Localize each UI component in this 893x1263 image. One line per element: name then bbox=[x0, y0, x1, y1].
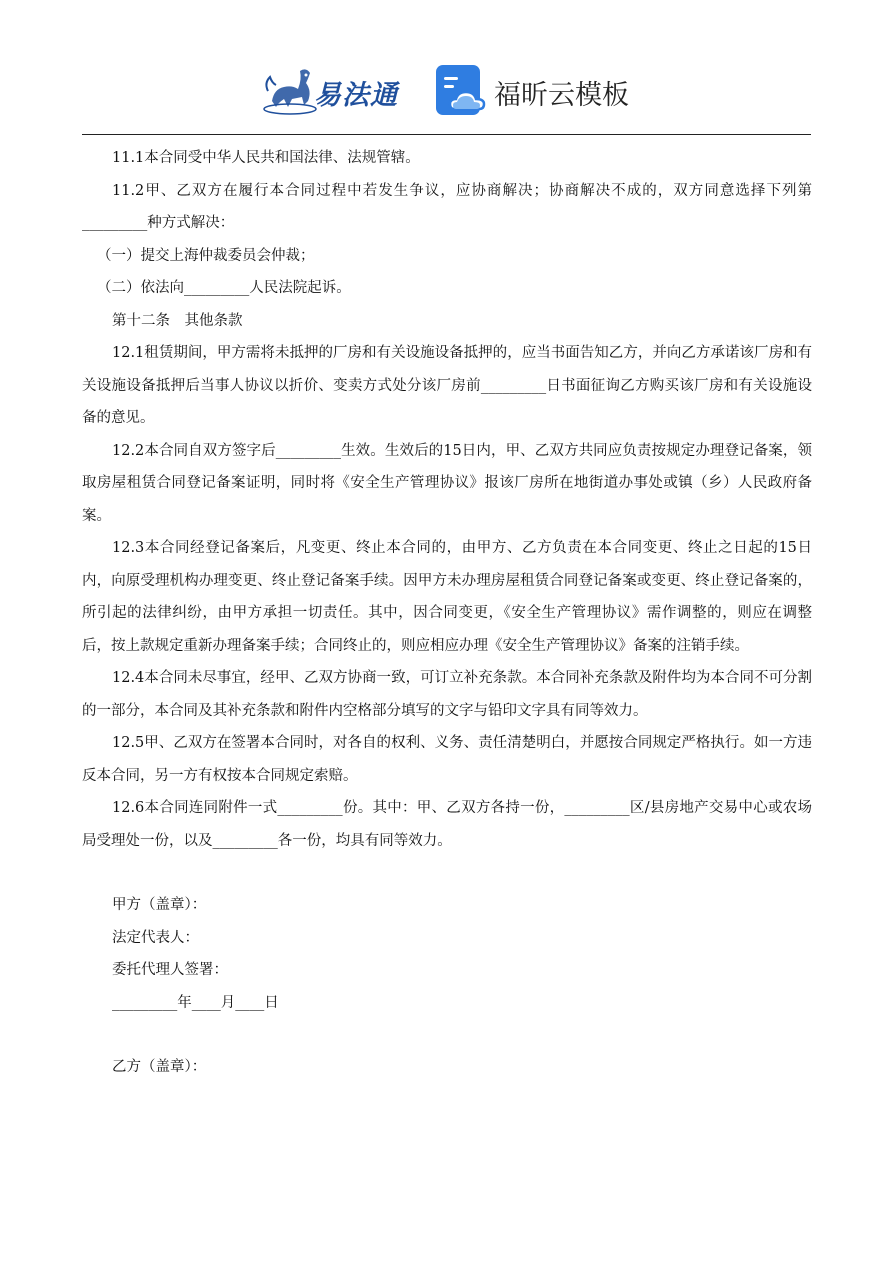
clause-11-1: 11.1本合同受中华人民共和国法律、法规管辖。 bbox=[112, 150, 420, 166]
clause-12-1: 12.1租赁期间，甲方需将未抵押的厂房和有关设施设备抵押的，应当书面告知乙方，并向乙方承诺该厂房和有关设施设备抵押后当事人协议以折价、变卖方式处分该厂房前_________日书面征询乙方购买该厂房和有关设施设备的意见。 bbox=[82, 345, 812, 426]
clause-12-6: 12.6本合同连同附件一式_________份。其中：甲、乙双方各持一份，_________区/县房地产交易中心或农场局受理处一份，以及_________各一份，均具有同等效力。 bbox=[82, 800, 812, 849]
signing-date: _________年____月____日 bbox=[112, 994, 279, 1011]
header-divider bbox=[82, 134, 811, 135]
contract-body bbox=[82, 142, 812, 1084]
option-arbitration: （一）提交上海仲裁委员会仲裁； bbox=[97, 247, 315, 264]
logo-right-text: 福昕云模板 bbox=[494, 80, 629, 111]
logo-left-text: 易法通 bbox=[314, 80, 398, 111]
clause-12-3: 12.3本合同经登记备案后，凡变更、终止本合同的，由甲方、乙方负责在本合同变更、终止之日起的15日内，向原受理机构办理变更、终止登记备案手续。因甲方未办理房屋租赁合同登记备案或变更、终止登记备案的，所引起的法律纠纷，由甲方承担一切责任。其中，因合同变更，《安全生产管理协议》需作调整的，则应在调整后，按上款规定重新办理备案手续；合同终止的，则应相应办理《安全生产管理协议》备案的注销手续。 bbox=[82, 540, 812, 654]
spacer bbox=[82, 857, 812, 889]
horse-emblem-icon bbox=[262, 61, 322, 117]
clause-12-5: 12.5甲、乙双方在签署本合同时，对各自的权利、义务、责任清楚明白，并愿按合同规定严格执行。如一方违反本合同，另一方有权按本合同规定索赔。 bbox=[82, 735, 812, 784]
clause-11-2: 11.2甲、乙双方在履行本合同过程中若发生争议，应协商解决；协商解决不成的，双方同意选择下列第_________种方式解决： bbox=[82, 182, 812, 231]
option-court: （二）依法向_________人民法院起诉。 bbox=[97, 280, 351, 296]
clause-12-4: 12.4本合同未尽事宜，经甲、乙双方协商一致，可订立补充条款。本合同补充条款及附件均为本合同不可分割的一部分，本合同及其补充条款和附件内空格部分填写的文字与铅印文字具有同等效力。 bbox=[82, 670, 812, 719]
clause-12-2: 12.2本合同自双方签字后_________生效。生效后的15日内，甲、乙双方共同应负责按规定办理登记备案，领取房屋租赁合同登记备案证明，同时将《安全生产管理协议》报该厂房所在地街道办事处或镇（乡）人民政府备案。 bbox=[82, 442, 812, 524]
authorized-agent: 委托代理人签署： bbox=[112, 962, 228, 978]
legal-representative: 法定代表人： bbox=[112, 929, 199, 946]
page-header bbox=[0, 55, 893, 125]
cloud-document-icon bbox=[436, 65, 486, 115]
yifatong-logo bbox=[262, 61, 412, 117]
party-b-seal: 乙方（盖章）： bbox=[112, 1059, 207, 1075]
article-12-heading: 第十二条 其他条款 bbox=[112, 312, 243, 329]
spacer bbox=[82, 1019, 812, 1051]
party-a-seal: 甲方（盖章）： bbox=[112, 897, 207, 913]
foxit-cloud-template-logo bbox=[436, 65, 636, 117]
